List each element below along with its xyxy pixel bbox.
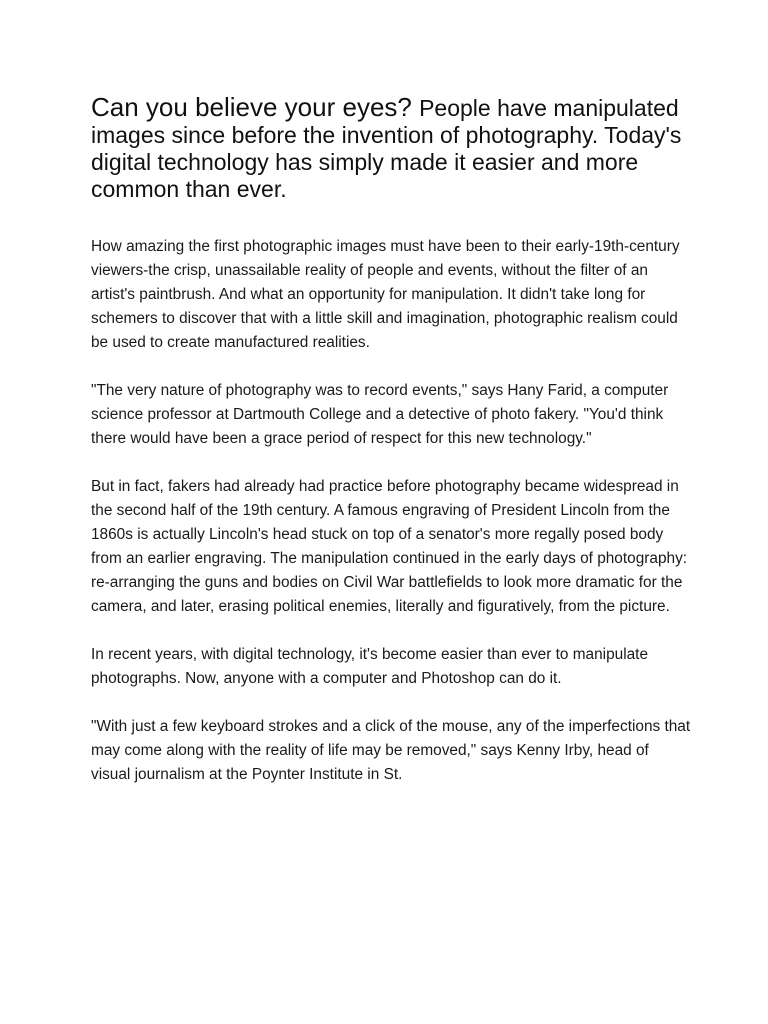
paragraph-2: "The very nature of photography was to record events," says Hany Farid, a computer science professor at Dartmouth College and a detective of photo fakery. "You'd think there would have been a grace period of respect for this new technology." xyxy=(91,382,669,447)
paragraph-3: But in fact, fakers had already had practice before photography became widespread in the second half of the 19th century. A famous engraving of President Lincoln from the 1860s is actually Lincoln's head stuck on top of a senator's more regally posed body from an earlier engraving. The manipulation continued in the early days of photography: re-arranging the guns and bodies on Civil War battlefields to look more dramatic for the camera, and later, erasing political enemies, literally and figuratively, from the picture. xyxy=(91,478,688,615)
paragraph-4: In recent years, with digital technology, it's become easier than ever to manipulate photographs. Now, anyone with a computer and Photoshop can do it. xyxy=(91,646,649,687)
paragraph-5: "With just a few keyboard strokes and a click of the mouse, any of the imperfections that may come along with the reality of life may be removed," says Kenny Irby, head of visual journalism at the Poynter Institute in St. xyxy=(91,718,691,783)
paragraph-1: How amazing the first photographic images must have been to their early-19th-century viewers-the crisp, unassailable reality of people and events, without the filter of an artist's paintbrush. And what an opportunity for manipulation. It didn't take long for schemers to discover that with a little skill and imagination, photographic realism could be used to create manufactured realities. xyxy=(91,238,680,351)
article-dek: People have manipulated images since before the invention of photography. Today's digital technology has simply made it easier and more common than ever. xyxy=(91,95,682,202)
document-page xyxy=(91,94,691,811)
article-lead xyxy=(91,94,691,203)
article-headline: Can you believe your eyes? xyxy=(91,92,420,122)
